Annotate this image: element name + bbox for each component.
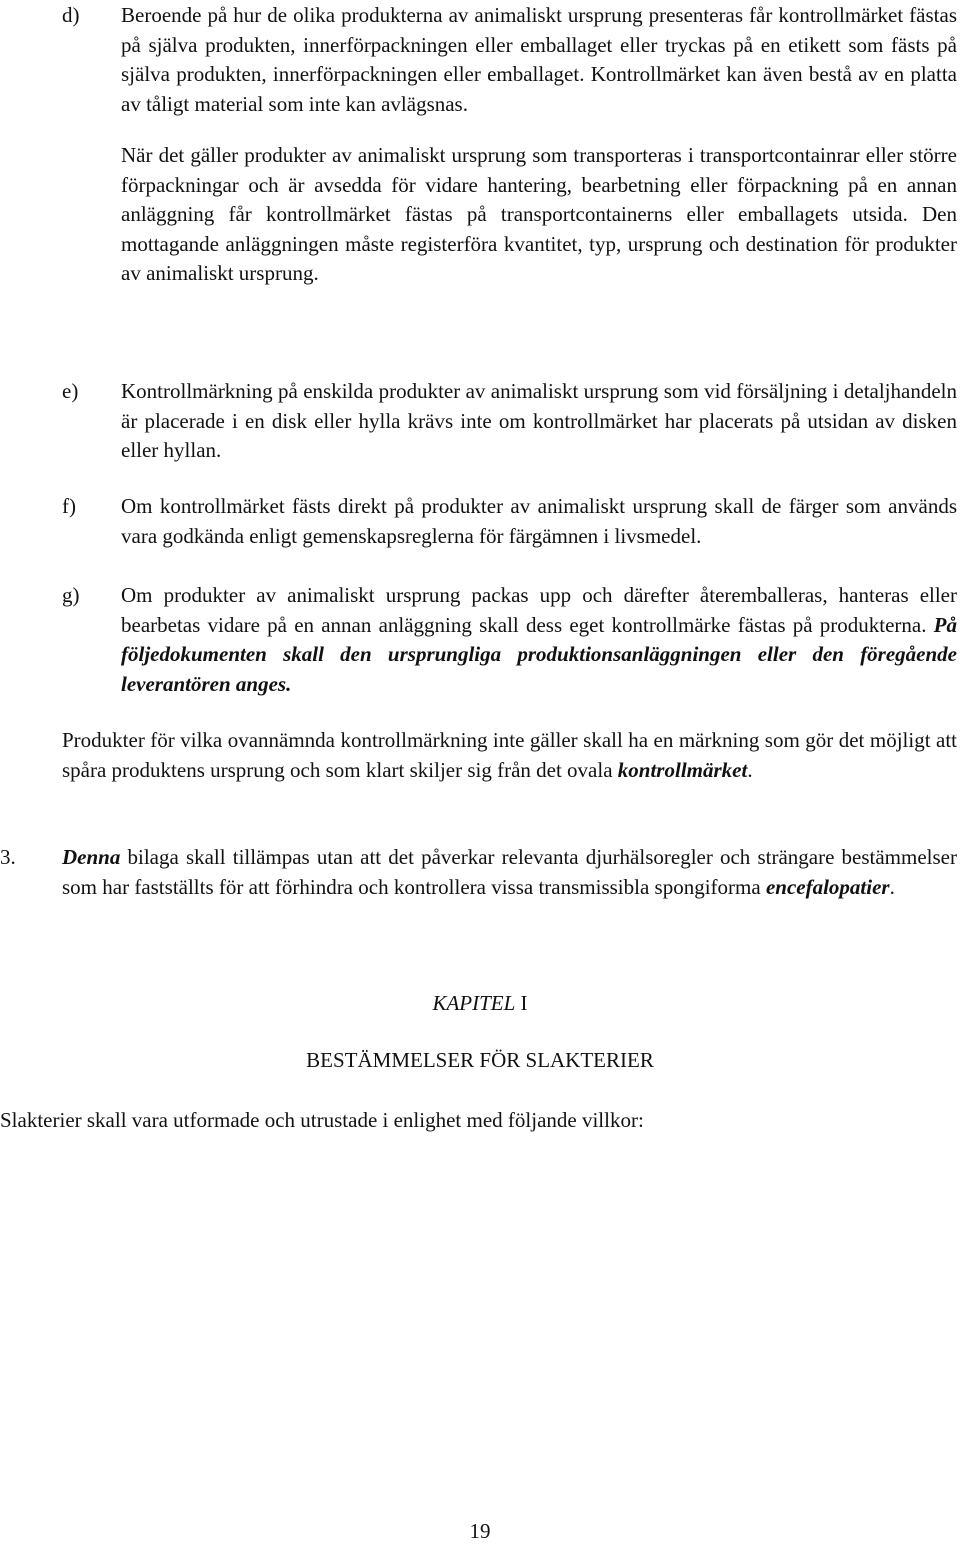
item-d-paragraph-1: Beroende på hur de olika produkterna av animaliskt ursprung presenteras får kontrollmärket fästas på själva produkten, innerförpackningen eller emballaget eller tryckas på en etikett som fästs på själva produkten, innerförpackningen eller emballaget. Kontrollmärket kan även bestå av en platta av tåligt material som inte kan avlägsnas.: [121, 3, 957, 116]
item-f-text: Om kontrollmärket fästs direkt på produkter av animaliskt ursprung skall de färger som används vara godkända enligt gemenskapsreglerna för färgämnen i livsmedel.: [121, 494, 957, 548]
point-3-emphasis-end: encefalopatier: [765, 874, 890, 899]
page-number: 19: [469, 1519, 491, 1543]
chapter-label: [0, 989, 960, 1019]
item-g-text-emphasis: På följedokumenten skall den ursprungliga produktionsanläggningen eller den föregående leverantören anges.: [121, 612, 957, 696]
item-g-label: g): [62, 583, 80, 607]
point-3-text-mid: bilaga skall tillämpas utan att det påverkar relevanta djurhälsoregler och strängare bestämmelser som har fastställts för att förhindra och kontrollera vissa transmissibla spongiforma: [62, 845, 957, 899]
products-paragraph-text: Produkter för vilka ovannämnda kontrollmärkning inte gäller skall ha en märkning som gör det möjligt att spåra produktens ursprung och som klart skiljer sig från det ovala: [62, 728, 957, 782]
chapter-label-word: KAPITEL: [432, 991, 516, 1015]
item-d-label: d): [62, 3, 80, 27]
item-e-label: e): [62, 379, 79, 403]
chapter-label-number: I: [515, 991, 528, 1015]
products-paragraph-end: .: [747, 757, 753, 782]
item-f-label: f): [62, 494, 76, 518]
point-3-text: [62, 843, 957, 902]
item-e-text: Kontrollmärkning på enskilda produkter av animaliskt ursprung som vid försäljning i detaljhandeln är placerade i en disk eller hylla krävs inte om kontrollmärket har placerats på utsidan av disken eller hyllan.: [121, 379, 957, 462]
chapter-title: BESTÄMMELSER FÖR SLAKTERIER: [306, 1048, 654, 1072]
item-d-text: [121, 1, 957, 289]
point-3-emphasis-start: Denna: [62, 845, 121, 869]
chapter-intro: Slakterier skall vara utformade och utrustade i enlighet med följande villkor:: [0, 1108, 644, 1132]
products-paragraph-emphasis: kontrollmärket: [617, 757, 748, 782]
item-g-text: [121, 581, 957, 699]
item-g-text-plain: Om produkter av animaliskt ursprung packas upp och därefter återemballeras, hanteras eller bearbetas vidare på en annan anläggning skall dess eget kontrollmärke fästas på produkterna.: [121, 583, 957, 637]
point-3-number: 3.: [0, 845, 16, 869]
point-3-text-end: .: [889, 874, 895, 899]
products-paragraph: [62, 726, 957, 785]
item-d-paragraph-2: När det gäller produkter av animaliskt ursprung som transporteras i transportcontainrar eller större förpackningar och är avsedda för vidare hantering, bearbetning eller förpackning på en annan anläggning får kontrollmärket fästas på transportcontainerns eller emballagets utsida. Den mottagande anläggningen måste registerföra kvantitet, typ, ursprung och destination för produkter av animaliskt ursprung.: [121, 143, 957, 285]
